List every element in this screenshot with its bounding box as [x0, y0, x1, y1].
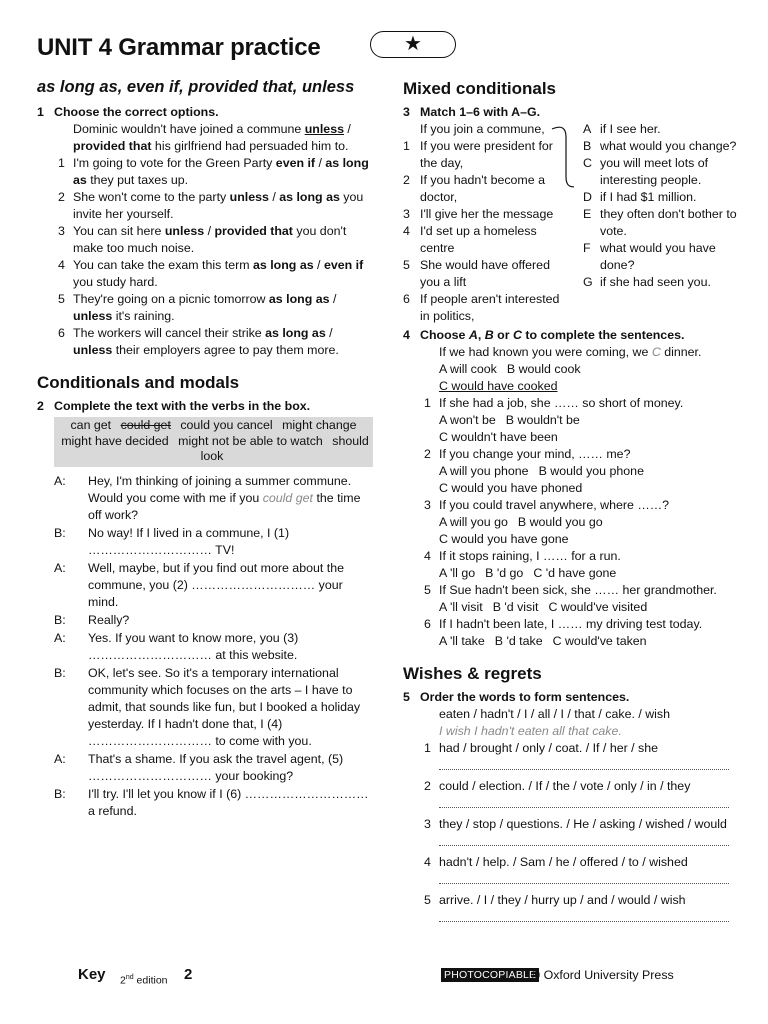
answer-option[interactable]: C wouldn't have been	[439, 430, 558, 444]
match-right-item	[583, 274, 743, 291]
answer-line[interactable]	[439, 871, 729, 884]
item-text: you will meet lots of interesting people.	[600, 156, 709, 187]
answer-line[interactable]	[439, 757, 729, 770]
option-b[interactable]: provided that	[214, 224, 293, 238]
item-text: If people aren't interested in politics,	[420, 292, 560, 323]
answer-option[interactable]: B 'd take	[494, 634, 543, 648]
answer-option[interactable]: B wouldn't be	[505, 413, 580, 427]
exercise4-question	[403, 548, 743, 565]
item-text: I'd set up a homeless centre	[420, 224, 537, 255]
exercise4-title	[403, 327, 743, 344]
exercise2-title	[37, 398, 373, 415]
exercise1-example	[37, 121, 373, 155]
option-a[interactable]: as long as	[268, 292, 330, 306]
exercise5-item	[403, 892, 743, 909]
option-b[interactable]: as long as	[73, 156, 369, 187]
item-number: 5	[403, 258, 410, 272]
exercise4-option-c-row	[403, 531, 743, 548]
exercise4-options	[403, 633, 743, 650]
exercise5-item	[403, 740, 743, 757]
answer-option[interactable]: A will you go	[439, 515, 508, 529]
dialogue-text-pre: Really?	[88, 612, 130, 627]
item-text-pre: You can take the exam this term	[73, 258, 253, 272]
answer-option[interactable]: C 'd have gone	[533, 566, 617, 580]
section5-heading: Wishes & regrets	[403, 664, 542, 683]
exercise5-item	[403, 816, 743, 833]
item-letter: D	[583, 190, 592, 204]
item-text: what would you have done?	[600, 241, 716, 272]
option-b[interactable]: unless	[73, 343, 113, 357]
item-text-pre: She won't come to the party	[73, 190, 230, 204]
edition-number: 2	[120, 974, 126, 987]
item-number: 3	[424, 817, 431, 831]
exercise3-title	[403, 104, 743, 121]
match-right-list	[583, 121, 743, 291]
item-text	[73, 155, 373, 189]
answer-line[interactable]	[439, 909, 729, 922]
item-text	[73, 325, 373, 359]
match-example: If you join a commune,	[420, 122, 545, 136]
speaker-label: B:	[54, 665, 66, 680]
dialogue-text-pre: OK, let's see. So it's a temporary international community which focuses on the arts – I have to admit, that sounds like fun, but I booked a holiday yesterday. If I hadn't done that, I (4) ………………………… to come with you.	[88, 665, 361, 748]
exercise1-item	[37, 257, 373, 291]
item-text: If you were president for the day,	[420, 139, 553, 170]
exercise-number: 4	[403, 328, 410, 342]
example-answer: could get	[262, 490, 313, 505]
option-a[interactable]: as long as	[265, 326, 326, 340]
option-separator: /	[315, 156, 326, 170]
item-text: If you change your mind, …… me?	[439, 447, 631, 461]
match-right-item	[583, 155, 743, 189]
item-number: 4	[424, 549, 431, 563]
exercise5-item	[403, 854, 743, 871]
item-number: 4	[58, 258, 65, 272]
verb-box	[54, 417, 373, 467]
item-text-pre: The workers will cancel their strike	[73, 326, 266, 340]
dialogue-text-pre: No way! If I lived in a commune, I (1) ………………………… TV!	[88, 525, 290, 557]
item-text: if she had seen you.	[600, 275, 711, 289]
item-text	[73, 257, 373, 291]
exercise4-options	[403, 412, 743, 429]
star-level-icon: ★	[370, 31, 456, 58]
left-column	[37, 78, 373, 821]
match-right-item	[583, 138, 743, 155]
item-number: 6	[424, 617, 431, 631]
item-text: arrive. / I / they / hurry up / and / would / wish	[439, 893, 686, 907]
option-b[interactable]: as long as	[279, 190, 340, 204]
dialogue-text	[72, 612, 373, 629]
instruction-text: ,	[477, 328, 485, 342]
speaker-label: B:	[54, 525, 66, 540]
option-separator: /	[343, 122, 351, 136]
verb-box-word: could get	[120, 418, 171, 432]
verb-box-word: might change	[282, 418, 357, 432]
item-number: 6	[403, 292, 410, 306]
exercise5-title	[403, 689, 743, 706]
item-text-post: you study hard.	[73, 275, 158, 289]
dialogue-text	[72, 560, 373, 611]
item-text: She would have offered you a lift	[420, 258, 550, 289]
speaker-label: A:	[54, 751, 66, 766]
speaker-label: B:	[54, 786, 66, 801]
item-letter: G	[583, 275, 593, 289]
speaker-label: A:	[54, 560, 66, 575]
example-option: provided that	[73, 139, 152, 153]
dialogue-text-pre: That's a shame. If you ask the travel agent, (5) ………………………… your booking?	[88, 751, 344, 783]
instruction-option-b: B	[484, 328, 494, 342]
page-footer	[0, 963, 768, 987]
exercise-instruction: Order the words to form sentences.	[420, 690, 630, 704]
exercise-number: 2	[37, 399, 44, 413]
dialogue-text-pre: I'll try. I'll let you know if I (6) ………………………… a refund.	[88, 786, 369, 818]
exercise4-items	[403, 395, 743, 650]
item-number: 5	[58, 292, 65, 306]
option-a: A will cook	[439, 362, 497, 376]
footer-key-label: Key	[78, 966, 106, 983]
exercise5-item	[403, 778, 743, 795]
dialogue-text	[72, 751, 373, 785]
exercise4-question	[403, 446, 743, 463]
item-text-pre: I'm going to vote for the Green Party	[73, 156, 276, 170]
exercise5-items	[403, 740, 743, 922]
exercise4-example	[403, 344, 743, 361]
item-text: had / brought / only / coat. / If / her / she	[439, 741, 659, 755]
item-text: hadn't / help. / Sam / he / offered / to / wished	[439, 855, 688, 869]
verb-box-word: can get	[70, 418, 112, 432]
match-right-item	[583, 206, 743, 240]
speaker-label: B:	[54, 612, 66, 627]
exercise2-dialogue	[37, 473, 373, 820]
match-left-item	[403, 257, 568, 291]
answer-option[interactable]: B 'd go	[485, 566, 524, 580]
dialogue-line	[37, 612, 373, 629]
item-text-post: it's raining.	[112, 309, 175, 323]
option-c-answer: C would have cooked	[439, 379, 558, 393]
item-letter: F	[583, 241, 591, 255]
item-number: 1	[403, 139, 410, 153]
item-letter: A	[583, 122, 592, 136]
answer-option[interactable]: A 'll take	[439, 634, 485, 648]
match-right-item	[583, 240, 743, 274]
answer-option[interactable]: B 'd visit	[492, 600, 539, 614]
match-left-item	[403, 223, 568, 257]
option-b[interactable]: unless	[73, 309, 113, 323]
option-a[interactable]: unless	[229, 190, 269, 204]
match-left-item	[403, 172, 568, 206]
dialogue-text-post: the time off work?	[88, 490, 361, 522]
dialogue-line	[37, 786, 373, 820]
example-text: his girlfriend had persuaded him to.	[151, 139, 349, 153]
speaker-label: A:	[54, 473, 66, 488]
exercise1-title	[37, 104, 373, 121]
example-text: If we had known you were coming, we	[439, 345, 652, 359]
answer-option[interactable]: A 'll go	[439, 566, 476, 580]
photocopiable-badge: PHOTOCOPIABLE	[441, 968, 539, 982]
dialogue-text-pre: Well, maybe, but if you find out more about the commune, you (2) ………………………… your mind.	[88, 560, 344, 609]
instruction-text: to complete the sentences.	[521, 328, 685, 342]
item-text: If she had a job, she …… so short of money.	[439, 396, 684, 410]
option-separator: /	[268, 190, 280, 204]
exercise4-question	[403, 582, 743, 599]
footer-page-number: 2	[184, 966, 193, 983]
item-text: If you could travel anywhere, where ……?	[439, 498, 670, 512]
dialogue-line	[37, 751, 373, 785]
option-b: B would cook	[506, 362, 581, 376]
item-text: could / election. / If / the / vote / only / in / they	[439, 779, 691, 793]
match-left-item	[403, 138, 568, 172]
item-number: 6	[58, 326, 65, 340]
item-number: 1	[58, 156, 65, 170]
answer-option[interactable]: A 'll visit	[439, 600, 483, 614]
item-number: 3	[424, 498, 431, 512]
item-number: 1	[424, 741, 431, 755]
item-text: they often don't bother to vote.	[600, 207, 737, 238]
option-separator: /	[329, 292, 337, 306]
item-number: 3	[403, 207, 410, 221]
item-number: 2	[424, 447, 431, 461]
instruction-text: Choose	[420, 328, 469, 342]
exercise4-question	[403, 497, 743, 514]
instruction-option-a: A	[468, 328, 478, 342]
answer-option[interactable]: A won't be	[439, 413, 496, 427]
example-options	[403, 361, 743, 378]
item-text: if I had $1 million.	[600, 190, 697, 204]
item-text-post: their employers agree to pay them more.	[112, 343, 339, 357]
item-number: 1	[424, 396, 431, 410]
exercise4-options	[403, 463, 743, 480]
dialogue-text	[72, 786, 373, 820]
item-text: what would you change?	[600, 139, 737, 153]
match-brace-icon	[550, 125, 574, 189]
option-separator: /	[313, 258, 324, 272]
speaker-label: A:	[54, 630, 66, 645]
item-text: If it stops raining, I …… for a run.	[439, 549, 621, 563]
publisher-credit: © Oxford University Press	[531, 968, 674, 982]
answer-option[interactable]: C would've taken	[552, 634, 647, 648]
exercise4-option-c-row	[403, 480, 743, 497]
dialogue-text-pre: Hey, I'm thinking of joining a summer commune. Would you come with me if you	[88, 473, 352, 505]
match-right-item	[583, 189, 743, 206]
instruction-option-c: C	[512, 328, 522, 342]
exercise1-item	[37, 325, 373, 359]
exercise4-question	[403, 616, 743, 633]
dialogue-text	[72, 665, 373, 750]
exercise-instruction: Match 1–6 with A–G.	[420, 105, 541, 119]
item-number: 4	[403, 224, 410, 238]
exercise-instruction	[420, 327, 684, 344]
dialogue-text	[72, 525, 373, 559]
match-left-list	[403, 121, 568, 325]
answer-option[interactable]: C would've visited	[548, 600, 648, 614]
exercise1-item	[37, 291, 373, 325]
exercise4-option-c-row	[403, 429, 743, 446]
exercise-number: 1	[37, 105, 44, 119]
item-text	[73, 223, 373, 257]
example-text: Dominic wouldn't have joined a commune	[73, 122, 305, 136]
right-column	[403, 78, 743, 930]
section2-heading: Conditionals and modals	[37, 373, 240, 392]
exercise5-example-words: eaten / hadn't / I / all / I / that / cake. / wish	[439, 707, 671, 721]
answer-line[interactable]	[439, 833, 729, 846]
item-text: if I see her.	[600, 122, 661, 136]
answer-option[interactable]: C would you have gone	[439, 532, 569, 546]
item-number: 2	[58, 190, 65, 204]
answer-option[interactable]: B would you phone	[538, 464, 644, 478]
dialogue-text	[72, 630, 373, 664]
dialogue-line	[37, 665, 373, 750]
example-answer: C	[651, 345, 661, 359]
verb-box-word: could you cancel	[180, 418, 273, 432]
match-right-item	[583, 121, 743, 138]
option-a[interactable]: unless	[164, 224, 205, 238]
exercise4-question	[403, 395, 743, 412]
page-title: UNIT 4 Grammar practice	[37, 34, 321, 61]
match-left-item	[403, 206, 568, 223]
item-text-post: you don't make too much noise.	[73, 224, 347, 255]
item-number: 3	[58, 224, 65, 238]
exercise4-options	[403, 599, 743, 616]
dialogue-text-pre: Yes. If you want to know more, you (3) ………………………… at this website.	[88, 630, 299, 662]
exercise1-items	[37, 155, 373, 359]
item-number: 5	[424, 893, 431, 907]
item-text-post: you invite her yourself.	[73, 190, 364, 221]
exercise-instruction: Choose the correct options.	[54, 105, 219, 119]
verb-box-word: should look	[200, 433, 369, 463]
verb-box-word: might have decided	[61, 433, 169, 448]
item-number: 2	[403, 173, 410, 187]
answer-line[interactable]	[439, 795, 729, 808]
answer-option[interactable]: A will you phone	[439, 464, 529, 478]
instruction-text: or	[493, 328, 513, 342]
exercise4-options	[403, 514, 743, 531]
option-a[interactable]: even if	[275, 156, 316, 170]
example-option-c-row	[403, 378, 743, 395]
option-a[interactable]: as long as	[253, 258, 314, 272]
item-text: If you hadn't become a doctor,	[420, 173, 545, 204]
section3-heading: Mixed conditionals	[403, 79, 557, 98]
item-text: If I hadn't been late, I …… my driving test today.	[439, 617, 703, 631]
item-number: 4	[424, 855, 431, 869]
item-text-pre: They're going on a picnic tomorrow	[73, 292, 269, 306]
item-text	[73, 291, 373, 325]
exercise1-item	[37, 189, 373, 223]
item-text	[73, 189, 373, 223]
dialogue-text	[72, 473, 373, 524]
edition-suffix: nd	[125, 974, 134, 981]
item-number: 5	[424, 583, 431, 597]
exercise-instruction: Complete the text with the verbs in the box.	[54, 399, 311, 413]
dialogue-line	[37, 473, 373, 524]
exercise-number: 3	[403, 105, 410, 119]
item-letter: E	[583, 207, 592, 221]
section1-heading: as long as, even if, provided that, unless	[37, 78, 355, 96]
option-b[interactable]: even if	[323, 258, 364, 272]
example-answer: unless	[304, 122, 344, 136]
item-letter: C	[583, 156, 592, 170]
dialogue-line	[37, 560, 373, 611]
dialogue-line	[37, 525, 373, 559]
item-text: If Sue hadn't been sick, she …… her grandmother.	[439, 583, 717, 597]
item-text: I'll give her the message	[420, 207, 554, 221]
item-text-post: they put taxes up.	[86, 173, 189, 187]
exercise4-options	[403, 565, 743, 582]
exercise1-item	[37, 223, 373, 257]
item-text-pre: You can sit here	[73, 224, 165, 238]
option-separator: /	[204, 224, 215, 238]
verb-box-word: might not be able to watch	[178, 433, 323, 448]
item-letter: B	[583, 139, 592, 153]
exercise-number: 5	[403, 690, 410, 704]
match-exercise	[403, 121, 743, 325]
exercise1-item	[37, 155, 373, 189]
example-text: dinner.	[660, 345, 702, 359]
edition-word: edition	[133, 974, 168, 987]
item-number: 2	[424, 779, 431, 793]
option-separator: /	[325, 326, 333, 340]
answer-option[interactable]: C would you have phoned	[439, 481, 583, 495]
item-text: they / stop / questions. / He / asking / wished / would	[439, 817, 727, 831]
match-left-item	[403, 291, 568, 325]
answer-option[interactable]: B would you go	[517, 515, 603, 529]
exercise5-example-answer: I wish I hadn't eaten all that cake.	[439, 724, 622, 738]
footer-edition	[120, 969, 168, 990]
dialogue-line	[37, 630, 373, 664]
